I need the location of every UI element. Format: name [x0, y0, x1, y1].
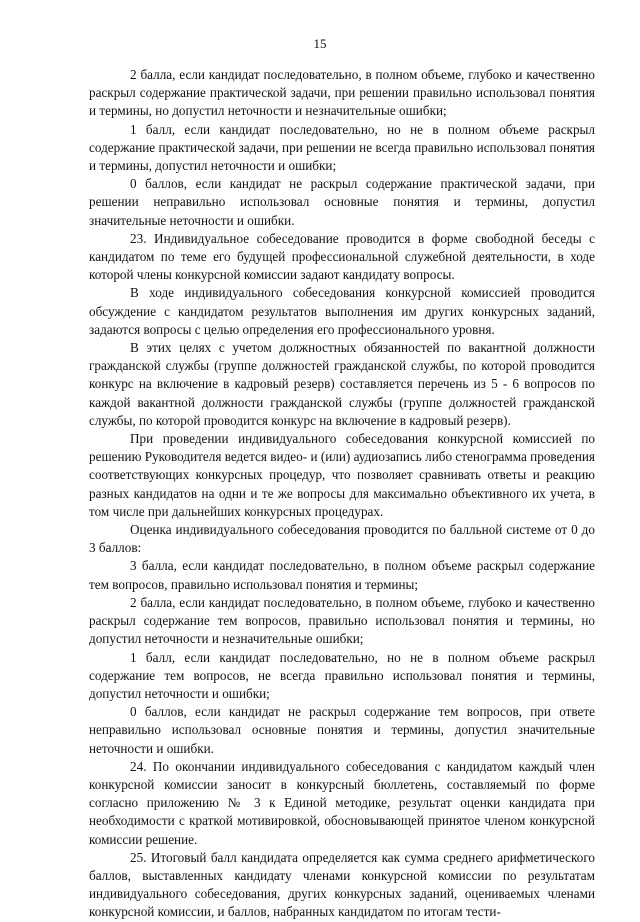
document-body: [89, 66, 595, 922]
paragraph-score-1-interview: 1 балл, если кандидат последовательно, но не в полном объеме раскрыл содержание тем вопросов, не всегда правильно использовал понятия и термины, допустил неточности и ошибки;: [89, 649, 595, 701]
paragraph-section-24: 24. По окончании индивидуального собеседования с кандидатом каждый член конкурсной комиссии заносит в конкурсный бюллетень, составляемый по форме согласно приложению № 3 к Единой методике, результат оценки кандидата при необходимости с краткой мотивировкой, обосновывающей принятое членом конкурсной комиссии решение.: [89, 758, 595, 847]
paragraph-score-2-interview: 2 балла, если кандидат последовательно, в полном объеме, глубоко и качественно раскрыл содержание тем вопросов, правильно использовал понятия и термины, но допустил неточности и незначительные ошибки;: [89, 594, 595, 647]
page-number: 15: [313, 36, 327, 51]
paragraph-question-list: В этих целях с учетом должностных обязанностей по вакантной должности гражданской службы (группе должностей гражданской службы, по которой проводится конкурс на включение в кадровый резерв) составляется перечень из 5 - 6 вопросов по каждой вакантной должности гражданской службы (группе должностей гражданской службы, по которой проводится конкурс на включение в кадровый резерв).: [89, 340, 595, 428]
paragraph-section-23: 23. Индивидуальное собеседование проводится в форме свободной беседы с кандидатом по теме его будущей профессиональной служебной деятельности, в ходе которой члены конкурсной комиссии задают кандидату вопросы.: [89, 230, 595, 283]
paragraph-score-3-interview: 3 балла, если кандидат последовательно, в полном объеме раскрыл содержание тем вопросов, правильно использовал понятия и термины;: [89, 558, 595, 592]
paragraph-section-25: 25. Итоговый балл кандидата определяется как сумма среднего арифметического баллов, выставленных кандидату членами конкурсной комиссии по результатам индивидуального собеседования, других конкурсных заданий, оцениваемых членами конкурсной комиссии, и баллов, набранных кандидатом по итогам тести-: [89, 849, 595, 920]
paragraph-score-0-interview: 0 баллов, если кандидат не раскрыл содержание тем вопросов, при ответе неправильно использовал основные понятия и термины, допустил значительные неточности и ошибки.: [89, 704, 595, 756]
paragraph-recording: При проведении индивидуального собеседования конкурсной комиссией по решению Руководителя ведется видео- и (или) аудиозапись либо стенограмма проведения соответствующих конкурсных процедур, что позволяет сравнивать ответы и реакцию разных кандидатов на одни и те же вопросы для максимально объективного их учета, в том числе при дальнейших конкурсных процедурах.: [89, 431, 595, 519]
paragraph-score-1-practical: 1 балл, если кандидат последовательно, но не в полном объеме раскрыл содержание практической задачи, при решении не всегда правильно использовал понятия и термины, допустил неточности и ошибки;: [89, 121, 595, 174]
paragraph-interview-scoring: Оценка индивидуального собеседования проводится по балльной системе от 0 до 3 баллов:: [89, 522, 595, 556]
paragraph-score-2-practical: 2 балла, если кандидат последовательно, в полном объеме, глубоко и качественно раскрыл содержание практической задачи, при решении правильно использовал понятия и термины, но допустил неточности и незначительные ошибки;: [89, 67, 595, 119]
paragraph-score-0-practical: 0 баллов, если кандидат не раскрыл содержание практической задачи, при решении неправильно использовал основные понятия и термины, допустил значительные неточности и ошибки.: [89, 176, 595, 228]
paragraph-interview-discussion: В ходе индивидуального собеседования конкурсной комиссией проводится обсуждение с кандидатом результатов выполнения им других конкурсных заданий, задаются вопросы с целью определения его профессионального уровня.: [89, 285, 595, 337]
